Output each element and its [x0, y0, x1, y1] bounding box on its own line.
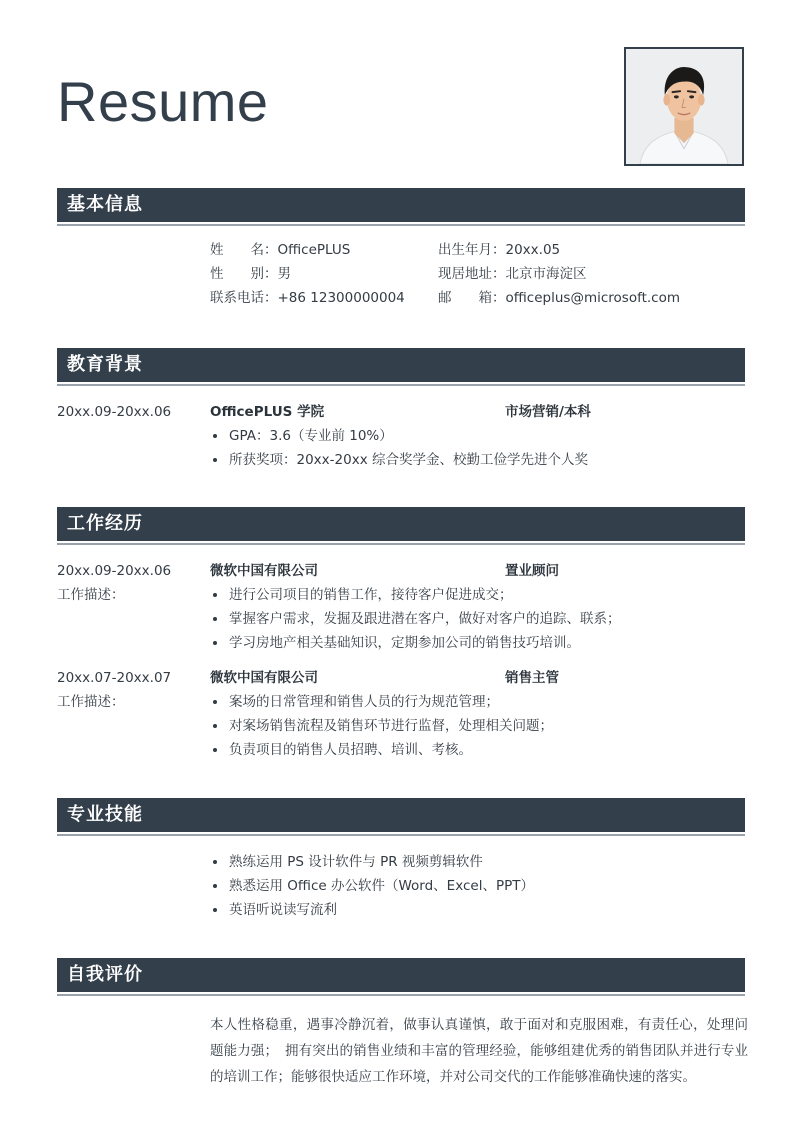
address-row — [438, 264, 587, 284]
section-divider — [57, 834, 745, 836]
section-header-basic-info — [57, 188, 745, 222]
birth-value: 20xx.05 — [505, 242, 561, 258]
work-2-desc-label: 工作描述： — [57, 694, 125, 710]
work-2-bullets — [211, 690, 553, 762]
work-1-company: 微软中国有限公司 — [210, 563, 318, 579]
section-title: 基本信息 — [67, 194, 143, 215]
section-header-self-evaluation — [57, 958, 745, 992]
section-title: 自我评价 — [67, 964, 143, 985]
self-evaluation-text: 本人性格稳重，遇事冷静沉着，做事认真谨慎，敢于面对和克服困难，有责任心，处理问题能力强； 拥有突出的销售业绩和丰富的管理经验，能够组建优秀的销售团队并进行专业的培训工作；能够很快适应工作环境，并对公司交代的工作能够准确快速的落实。 — [210, 1017, 748, 1085]
work-1-position: 置业顾问 — [505, 563, 559, 579]
list-item: 学习房地产相关基础知识，定期参加公司的销售技巧培训。 — [211, 631, 621, 655]
name-label: 姓 名： — [210, 242, 278, 258]
section-title: 工作经历 — [67, 513, 143, 534]
section-divider — [57, 384, 745, 386]
list-item: 负责项目的销售人员招聘、培训、考核。 — [211, 738, 553, 762]
birth-label: 出生年月： — [438, 242, 506, 258]
section-header-work — [57, 507, 745, 541]
list-item: 熟练运用 PS 设计软件与 PR 视频剪辑软件 — [211, 850, 534, 874]
list-item: 对案场销售流程及销售环节进行监督，处理相关问题； — [211, 714, 553, 738]
phone-label: 联系电话： — [210, 290, 278, 306]
portrait-image — [626, 49, 742, 164]
address-label: 现居地址： — [438, 266, 506, 282]
list-item: 进行公司项目的销售工作，接待客户促进成交； — [211, 583, 621, 607]
education-school: OfficePLUS 学院 — [210, 404, 325, 420]
section-header-skills — [57, 798, 745, 832]
birth-row — [438, 240, 560, 260]
list-item: 所获奖项：20xx-20xx 综合奖学金、校勤工俭学先进个人奖 — [211, 448, 588, 472]
list-item: 英语听说读写流利 — [211, 898, 534, 922]
work-2-date: 20xx.07-20xx.07 — [57, 670, 172, 686]
skills-bullets — [211, 850, 534, 922]
email-value: officeplus@microsoft.com — [505, 290, 681, 306]
phone-value: +86 12300000004 — [277, 290, 405, 306]
list-item: GPA：3.6（专业前 10%） — [211, 424, 588, 448]
email-row — [438, 288, 680, 308]
email-label: 邮 箱： — [438, 290, 506, 306]
section-header-education — [57, 348, 745, 382]
work-1-desc-label: 工作描述： — [57, 587, 125, 603]
gender-row — [210, 264, 291, 284]
gender-value: 男 — [277, 266, 291, 282]
work-1-date: 20xx.09-20xx.06 — [57, 563, 172, 579]
list-item: 熟悉运用 Office 办公软件（Word、Excel、PPT） — [211, 874, 534, 898]
name-row — [210, 240, 350, 260]
name-value: OfficePLUS — [277, 242, 351, 258]
section-divider — [57, 994, 745, 996]
profile-photo — [624, 47, 744, 166]
list-item: 案场的日常管理和销售人员的行为规范管理； — [211, 690, 553, 714]
section-divider — [57, 224, 745, 226]
address-value: 北京市海淀区 — [505, 266, 587, 282]
education-bullets — [211, 424, 588, 472]
work-2-position: 销售主管 — [505, 670, 559, 686]
section-divider — [57, 543, 745, 545]
work-2-company: 微软中国有限公司 — [210, 670, 318, 686]
education-date: 20xx.09-20xx.06 — [57, 404, 172, 420]
work-1-bullets — [211, 583, 621, 655]
section-title: 专业技能 — [67, 804, 143, 825]
section-title: 教育背景 — [67, 354, 143, 375]
education-major: 市场营销/本科 — [505, 404, 591, 420]
phone-row — [210, 288, 405, 308]
list-item: 掌握客户需求，发掘及跟进潜在客户，做好对客户的追踪、联系； — [211, 607, 621, 631]
gender-label: 性 别： — [210, 266, 278, 282]
resume-title: Resume — [57, 70, 269, 133]
